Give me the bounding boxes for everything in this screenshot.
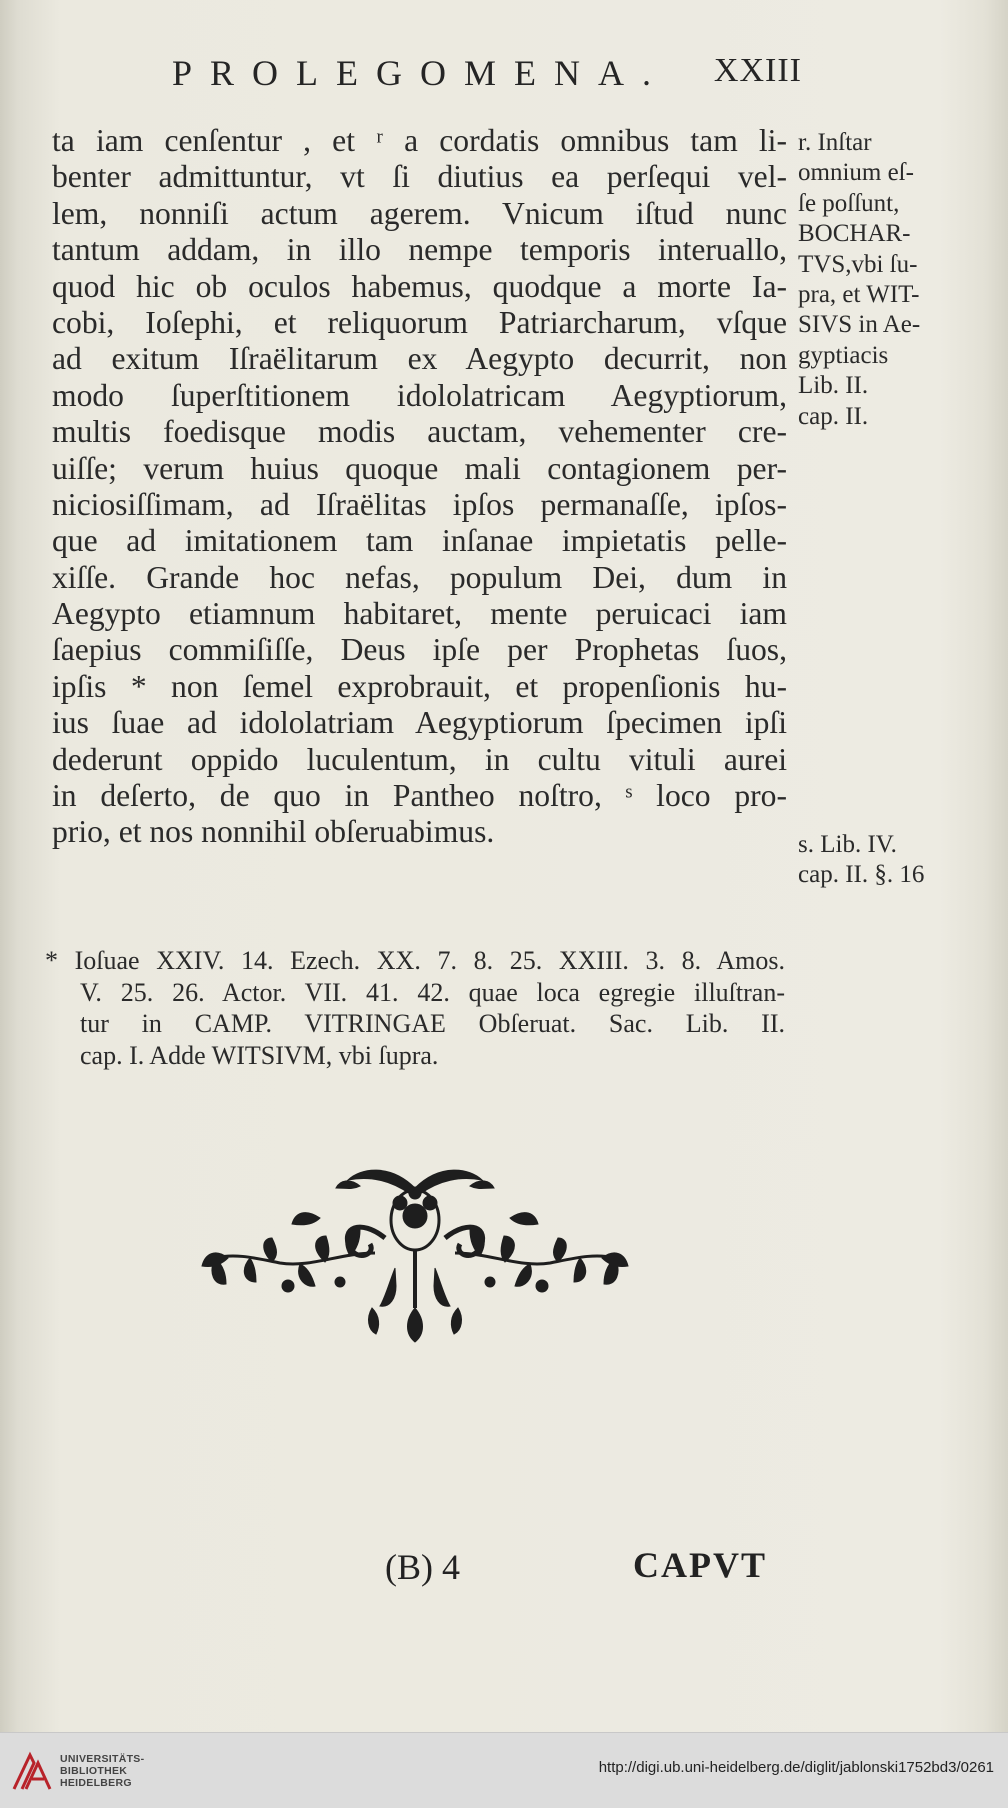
margin-note-line: omnium eſ- — [798, 159, 914, 187]
text-line: xiſſe. Grande hoc nefas, populum Dei, dum in — [52, 559, 787, 595]
text-line: uiſſe; verum huius quoque mali contagionem per- — [52, 450, 787, 486]
margin-note-line: ſe poſſunt, — [798, 189, 900, 217]
margin-note-line: r. Inſtar — [798, 129, 872, 156]
margin-note-r — [798, 128, 958, 432]
library-name-line: HEIDELBERG — [60, 1777, 132, 1789]
library-name-line: UNIVERSITÄTS- — [60, 1753, 145, 1765]
margin-note-line: cap. II. §. 16 — [798, 861, 925, 889]
footnote-line: * Ioſuae XXIV. 14. Ezech. XX. 7. 8. 25. XXIII. 3. 8. Amos. — [45, 946, 785, 975]
text-line: que ad imitationem tam inſanae impietatis pelle- — [52, 523, 787, 559]
text-line: quod hic ob oculos habemus, quodque a morte Ia- — [52, 268, 787, 304]
text-line: tantum addam, in illo nempe temporis interuallo, — [52, 232, 787, 268]
signature-mark: (B) 4 — [385, 1547, 460, 1587]
source-url-link[interactable]: http://digi.ub.uni-heidelberg.de/diglit/jablonski1752bd3/0261 — [598, 1759, 994, 1776]
text-line: multis foedisque modis auctam, vehementer cre- — [52, 414, 787, 450]
page-number: XXIII — [713, 52, 802, 89]
text-line: ius ſuae ad idololatriam Aegyptiorum ſpecimen ipſi — [52, 705, 787, 741]
floral-ornament-icon — [200, 1158, 630, 1358]
library-name — [60, 1753, 144, 1789]
text-line: prio, et nos nonnihil obſeruabimus. — [52, 814, 495, 850]
text-line: ſaepius commiſiſſe, Deus ipſe per Prophetas ſuos, — [52, 632, 787, 668]
text-line: lem, nonniſi actum agerem. Vnicum iſtud nunc — [52, 195, 787, 231]
text-line: cobi, Ioſephi, et reliquorum Patriarcharum, vſque — [52, 304, 787, 340]
footer-bar — [0, 1732, 1008, 1808]
text-line: benter admittuntur, vt ſi diutius ea perſequi vel- — [52, 159, 787, 195]
margin-note-line: SIVS in Ae- — [798, 311, 921, 339]
footnote-line: cap. I. Adde WITSIVM, vbi ſupra. — [80, 1040, 439, 1070]
margin-note-line: gyptiacis — [798, 341, 889, 369]
text-line: ipſis * non ſemel exprobrauit, et propenſionis hu- — [52, 668, 787, 704]
library-name-line: BIBLIOTHEK — [60, 1765, 128, 1777]
page-header — [172, 52, 802, 102]
main-text-block — [52, 123, 787, 851]
footnote — [45, 945, 785, 1071]
text-line: dederunt oppido luculentum, in cultu vituli aurei — [52, 741, 787, 777]
text-line: ad exitum Iſraëlitarum ex Aegypto decurrit, non — [52, 341, 787, 377]
text-line: ta iam cenſentur , et ʳ a cordatis omnibus tam li- — [52, 123, 787, 158]
footnote-line: tur in CAMP. VITRINGAE Obſeruat. Sac. Lib. II. — [80, 1009, 785, 1038]
margin-note-line: BOCHAR- — [798, 220, 911, 248]
margin-note-line: Lib. II. — [798, 372, 869, 400]
margin-note-line: s. Lib. IV. — [798, 831, 897, 858]
margin-note-line: pra, et WIT- — [798, 280, 920, 308]
running-title: PROLEGOMENA. — [172, 53, 670, 93]
margin-note-line: TVS,vbi ſu- — [798, 250, 918, 278]
catchword: CAPVT — [633, 1545, 767, 1585]
text-line: in deſerto, de quo in Pantheo noſtro, ˢ loco pro- — [52, 778, 787, 814]
margin-note-s — [798, 830, 958, 891]
library-logo-icon — [10, 1749, 54, 1793]
footnote-line: V. 25. 26. Actor. VII. 41. 42. quae loca egregie illuſtran- — [80, 977, 785, 1007]
text-line: modo ſuperſtitionem idololatricam Aegyptiorum, — [52, 377, 787, 413]
margin-note-line: cap. II. — [798, 402, 869, 430]
text-line: Aegypto etiamnum habitaret, mente peruicaci iam — [52, 596, 787, 632]
text-line: niciosiſſimam, ad Iſraëlitas ipſos permanaſſe, ipſos- — [52, 486, 787, 522]
